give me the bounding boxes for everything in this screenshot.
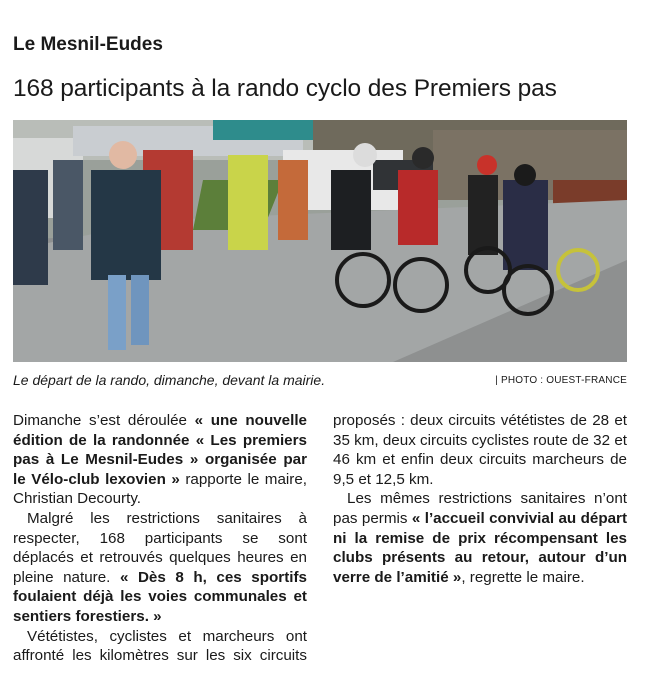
locality-heading: Le Mesnil-Eudes	[13, 34, 163, 55]
p4-text-a: Les mêmes restrictions sanitaires n’ont pas permis	[333, 490, 627, 527]
paragraph-3: Vététistes, cyclistes et marcheurs ont affronté les kilomètres sur les six circuits	[13, 627, 307, 665]
photo-caption: Le départ de la rando, dimanche, devant la mairie.	[13, 372, 326, 388]
p1-quote: « une nouvelle édition de la randonnée « Les premiers pas à Le Mesnil-Eudes » organisée par le Vélo-club lexovien »	[13, 412, 308, 488]
p1-text-a: Dimanche s’est déroulée	[13, 412, 195, 429]
article-column-left	[13, 411, 307, 666]
paragraph-3-continued: proposés : deux circuits vététistes de 28 et 35 km, deux circuits cyclistes route de 32 et 46 km et enfin deux circuits marcheurs de 9,5 et 12,5 km.	[333, 412, 627, 488]
p2-quote: « Dès 8 h, ces sportifs foulaient déjà les voies communales et sentiers forestiers. »	[13, 568, 307, 625]
p2-text-a: Malgré les restrictions sanitaires à respecter, 168 participants se sont déplacés et retrouvés quelques heures en pleine nature.	[13, 509, 307, 586]
paragraph-1	[13, 411, 307, 509]
p4-text-c: , regrette le maire.	[461, 568, 585, 586]
article-headline: 168 participants à la rando cyclo des Premiers pas	[13, 75, 557, 102]
p1-text-c: rapporte le maire, Christian Decourty.	[13, 470, 307, 508]
paragraph-4	[333, 489, 627, 587]
paragraph-2	[13, 509, 307, 627]
article-photo	[13, 120, 627, 362]
p4-quote: « l’accueil convivial au départ ni la remise de prix récompensant les clubs présents au retour, autour d’un verre de l’amitié »	[333, 509, 628, 586]
photo-credit: | PHOTO : OUEST-FRANCE	[495, 375, 627, 386]
article-column-right	[333, 411, 627, 587]
